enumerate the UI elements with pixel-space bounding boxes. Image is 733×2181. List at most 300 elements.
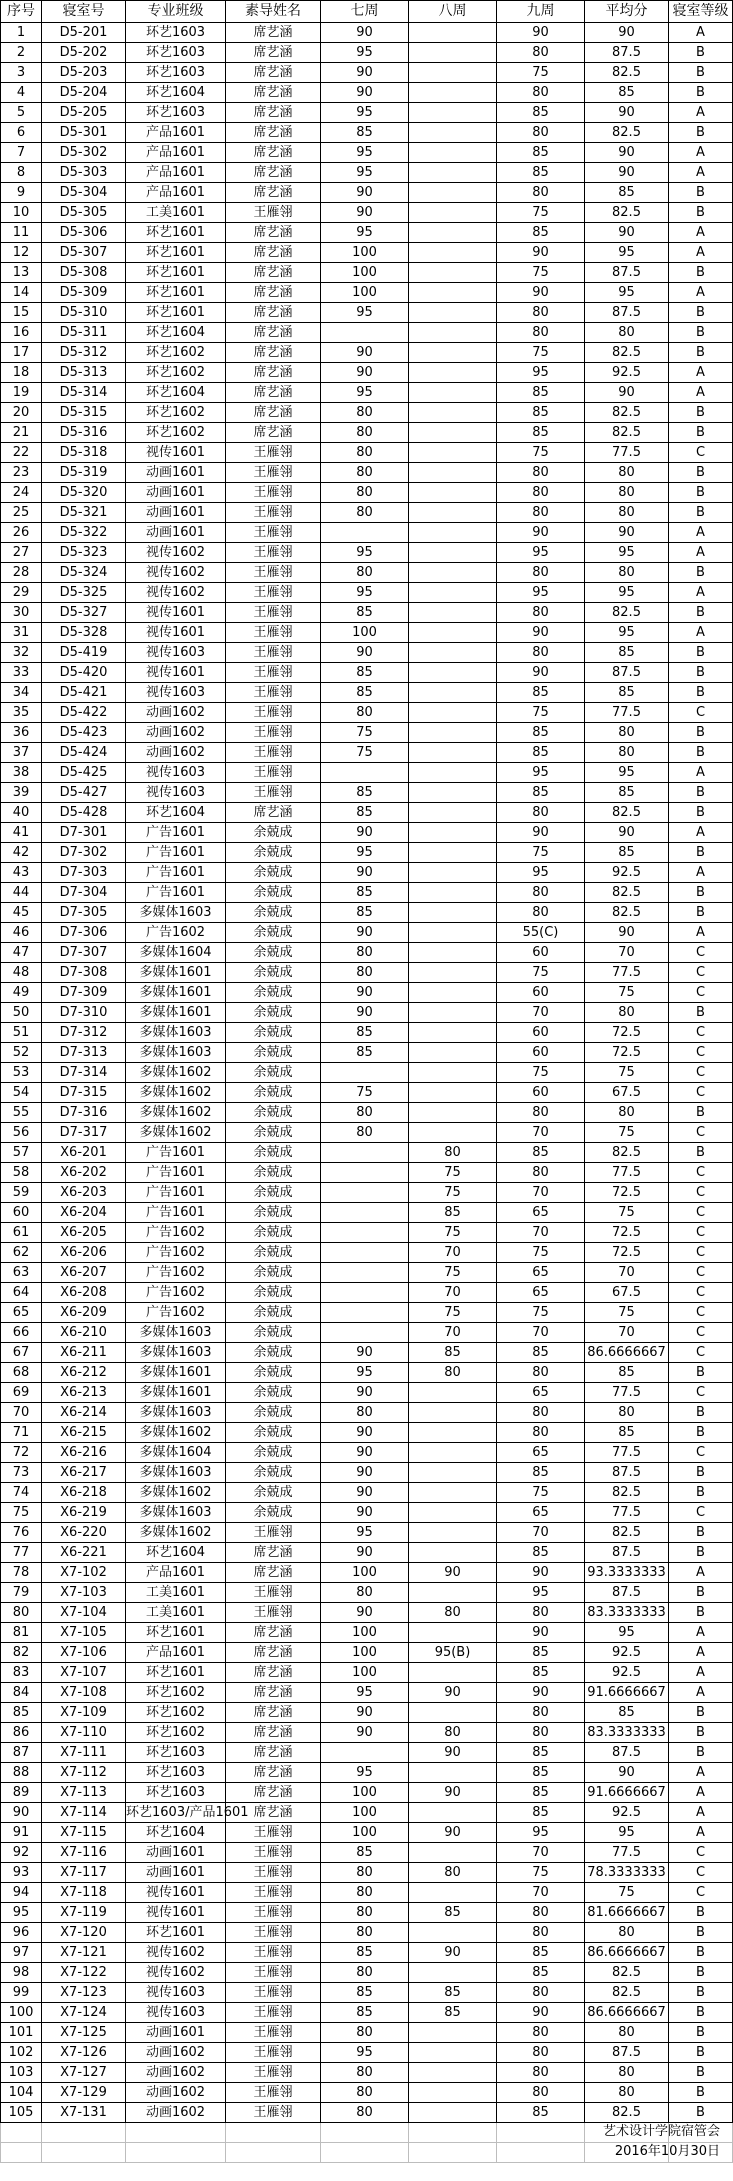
cell-class: 广告1601	[126, 883, 226, 903]
cell-average: 72.5	[585, 1243, 669, 1263]
cell-week8	[409, 1023, 497, 1043]
table-row	[1, 403, 733, 423]
cell-class: 动画1601	[126, 503, 226, 523]
cell-week9: 65	[497, 1503, 585, 1523]
cell-average: 75	[585, 1303, 669, 1323]
header-cell-week9: 九周	[497, 1, 585, 23]
cell-grade: B	[669, 1543, 733, 1563]
cell-mentor: 席艺涵	[226, 1683, 321, 1703]
empty-cell	[126, 2123, 226, 2143]
table-row	[1, 1843, 733, 1863]
footer-organization: 艺术设计学院宿管会	[602, 2124, 720, 2139]
cell-grade: A	[669, 823, 733, 843]
cell-grade: C	[669, 983, 733, 1003]
cell-week8: 95(B)	[409, 1643, 497, 1663]
cell-average: 82.5	[585, 2103, 669, 2123]
cell-mentor: 余兢成	[226, 1243, 321, 1263]
cell-week9: 90	[497, 523, 585, 543]
cell-week8: 75	[409, 1183, 497, 1203]
cell-week8	[409, 963, 497, 983]
cell-week9: 80	[497, 503, 585, 523]
table-row	[1, 123, 733, 143]
cell-week7: 95	[321, 163, 409, 183]
cell-week8	[409, 623, 497, 643]
cell-average: 72.5	[585, 1043, 669, 1063]
cell-mentor: 王雁翎	[226, 2043, 321, 2063]
cell-week9: 60	[497, 1023, 585, 1043]
cell-average: 70	[585, 943, 669, 963]
cell-index: 99	[1, 1983, 42, 2003]
table-row	[1, 263, 733, 283]
cell-week8	[409, 1883, 497, 1903]
cell-average: 75	[585, 1203, 669, 1223]
cell-index: 7	[1, 143, 42, 163]
cell-grade: A	[669, 1783, 733, 1803]
empty-cell	[42, 2143, 126, 2163]
cell-week8: 80	[409, 1603, 497, 1623]
cell-room: X7-104	[42, 1603, 126, 1623]
cell-index: 60	[1, 1203, 42, 1223]
cell-week9: 80	[497, 883, 585, 903]
cell-class: 广告1601	[126, 823, 226, 843]
cell-week8	[409, 2083, 497, 2103]
cell-week8	[409, 2063, 497, 2083]
cell-week9: 80	[497, 1403, 585, 1423]
table-row	[1, 1523, 733, 1543]
cell-week8: 75	[409, 1263, 497, 1283]
cell-average: 87.5	[585, 1583, 669, 1603]
cell-average: 75	[585, 1123, 669, 1143]
cell-mentor: 席艺涵	[226, 1643, 321, 1663]
cell-average: 90	[585, 923, 669, 943]
table-row	[1, 1783, 733, 1803]
cell-grade: B	[669, 743, 733, 763]
cell-class: 环艺1602	[126, 403, 226, 423]
cell-average: 90	[585, 23, 669, 43]
cell-room: X7-109	[42, 1703, 126, 1723]
cell-mentor: 席艺涵	[226, 343, 321, 363]
cell-week9: 75	[497, 443, 585, 463]
cell-average: 77.5	[585, 703, 669, 723]
cell-week8	[409, 743, 497, 763]
cell-average: 85	[585, 643, 669, 663]
cell-week9: 85	[497, 223, 585, 243]
cell-mentor: 席艺涵	[226, 163, 321, 183]
table-row	[1, 843, 733, 863]
cell-index: 69	[1, 1383, 42, 1403]
cell-grade: A	[669, 863, 733, 883]
cell-week8	[409, 1423, 497, 1443]
cell-week7: 90	[321, 63, 409, 83]
cell-mentor: 余兢成	[226, 883, 321, 903]
cell-class: 动画1602	[126, 2043, 226, 2063]
cell-class: 环艺1601	[126, 283, 226, 303]
cell-week7: 80	[321, 463, 409, 483]
cell-week7: 90	[321, 1723, 409, 1743]
cell-average: 72.5	[585, 1223, 669, 1243]
cell-average: 82.5	[585, 803, 669, 823]
cell-index: 71	[1, 1423, 42, 1443]
table-row	[1, 1163, 733, 1183]
cell-index: 16	[1, 323, 42, 343]
table-row	[1, 1063, 733, 1083]
cell-week7: 85	[321, 603, 409, 623]
cell-average: 90	[585, 823, 669, 843]
cell-index: 88	[1, 1763, 42, 1783]
cell-grade: A	[669, 1763, 733, 1783]
cell-mentor: 余兢成	[226, 1383, 321, 1403]
cell-week9: 75	[497, 1063, 585, 1083]
header-cell-room: 寝室号	[42, 1, 126, 23]
cell-week9: 70	[497, 1003, 585, 1023]
cell-index: 35	[1, 703, 42, 723]
table-row	[1, 183, 733, 203]
cell-index: 73	[1, 1463, 42, 1483]
cell-week8	[409, 643, 497, 663]
cell-week7: 85	[321, 663, 409, 683]
cell-week8	[409, 383, 497, 403]
cell-week9: 80	[497, 563, 585, 583]
cell-week8: 75	[409, 1223, 497, 1243]
cell-room: D5-428	[42, 803, 126, 823]
cell-mentor: 王雁翎	[226, 523, 321, 543]
table-row	[1, 863, 733, 883]
table-row	[1, 223, 733, 243]
cell-week8	[409, 823, 497, 843]
cell-index: 47	[1, 943, 42, 963]
cell-index: 24	[1, 483, 42, 503]
cell-week9: 85	[497, 143, 585, 163]
cell-room: D7-307	[42, 943, 126, 963]
cell-week9: 85	[497, 743, 585, 763]
cell-week7: 90	[321, 1463, 409, 1483]
cell-mentor: 王雁翎	[226, 1883, 321, 1903]
cell-room: X6-209	[42, 1303, 126, 1323]
cell-grade: B	[669, 123, 733, 143]
cell-mentor: 王雁翎	[226, 663, 321, 683]
empty-cell	[42, 2123, 126, 2143]
cell-week9: 70	[497, 1323, 585, 1343]
cell-week9: 80	[497, 1723, 585, 1743]
cell-mentor: 王雁翎	[226, 743, 321, 763]
cell-week9: 95	[497, 583, 585, 603]
cell-grade: A	[669, 1643, 733, 1663]
cell-grade: C	[669, 1083, 733, 1103]
table-row	[1, 483, 733, 503]
cell-room: D7-302	[42, 843, 126, 863]
cell-index: 105	[1, 2103, 42, 2123]
footer-date: 2016年10月30日	[614, 2144, 720, 2159]
cell-week9: 90	[497, 1683, 585, 1703]
cell-mentor: 余兢成	[226, 1423, 321, 1443]
cell-index: 82	[1, 1643, 42, 1663]
cell-index: 104	[1, 2083, 42, 2103]
cell-mentor: 王雁翎	[226, 543, 321, 563]
cell-class: 广告1601	[126, 843, 226, 863]
cell-mentor: 席艺涵	[226, 183, 321, 203]
table-row	[1, 1143, 733, 1163]
cell-average: 70	[585, 1323, 669, 1343]
cell-average: 77.5	[585, 1443, 669, 1463]
cell-average: 80	[585, 2083, 669, 2103]
cell-week9: 65	[497, 1443, 585, 1463]
cell-week7: 80	[321, 1963, 409, 1983]
cell-grade: B	[669, 2063, 733, 2083]
cell-average: 87.5	[585, 263, 669, 283]
cell-grade: B	[669, 203, 733, 223]
table-row	[1, 583, 733, 603]
cell-week7	[321, 1163, 409, 1183]
cell-room: X6-213	[42, 1383, 126, 1403]
cell-class: 视传1602	[126, 543, 226, 563]
cell-index: 22	[1, 443, 42, 463]
empty-cell	[497, 2143, 585, 2163]
cell-room: D5-308	[42, 263, 126, 283]
cell-mentor: 席艺涵	[226, 303, 321, 323]
cell-week7: 95	[321, 1683, 409, 1703]
cell-week7: 80	[321, 403, 409, 423]
cell-week9: 70	[497, 1843, 585, 1863]
cell-mentor: 王雁翎	[226, 1963, 321, 1983]
cell-index: 51	[1, 1023, 42, 1043]
cell-room: D5-327	[42, 603, 126, 623]
cell-index: 49	[1, 983, 42, 1003]
cell-week9: 60	[497, 1043, 585, 1063]
cell-mentor: 王雁翎	[226, 583, 321, 603]
table-row	[1, 1443, 733, 1463]
cell-week9: 75	[497, 1863, 585, 1883]
cell-room: D5-424	[42, 743, 126, 763]
cell-mentor: 王雁翎	[226, 2083, 321, 2103]
cell-mentor: 席艺涵	[226, 143, 321, 163]
cell-week9: 85	[497, 383, 585, 403]
cell-class: 多媒体1602	[126, 1063, 226, 1083]
cell-class: 多媒体1602	[126, 1423, 226, 1443]
cell-grade: C	[669, 1383, 733, 1403]
cell-average: 91.6666667	[585, 1683, 669, 1703]
cell-grade: C	[669, 1223, 733, 1243]
cell-mentor: 余兢成	[226, 1343, 321, 1363]
cell-mentor: 王雁翎	[226, 1603, 321, 1623]
table-row	[1, 1423, 733, 1443]
cell-week7	[321, 1223, 409, 1243]
cell-week7: 80	[321, 2023, 409, 2043]
cell-index: 56	[1, 1123, 42, 1143]
cell-week8: 85	[409, 1903, 497, 1923]
table-row	[1, 1903, 733, 1923]
cell-mentor: 席艺涵	[226, 403, 321, 423]
cell-room: D7-316	[42, 1103, 126, 1123]
cell-week7: 90	[321, 643, 409, 663]
cell-class: 环艺1603	[126, 103, 226, 123]
cell-week9: 70	[497, 1123, 585, 1143]
cell-room: D5-313	[42, 363, 126, 383]
table-row	[1, 1463, 733, 1483]
cell-grade: B	[669, 663, 733, 683]
table-row	[1, 143, 733, 163]
cell-week7: 90	[321, 1003, 409, 1023]
cell-grade: B	[669, 903, 733, 923]
cell-index: 67	[1, 1343, 42, 1363]
cell-grade: B	[669, 1423, 733, 1443]
cell-week9: 80	[497, 1423, 585, 1443]
table-row	[1, 1883, 733, 1903]
table-row	[1, 2003, 733, 2023]
cell-index: 3	[1, 63, 42, 83]
cell-week7: 80	[321, 1923, 409, 1943]
cell-grade: C	[669, 1323, 733, 1343]
table-row	[1, 363, 733, 383]
cell-mentor: 席艺涵	[226, 1803, 321, 1823]
cell-week8	[409, 943, 497, 963]
table-row	[1, 1243, 733, 1263]
cell-mentor: 席艺涵	[226, 803, 321, 823]
cell-week8	[409, 503, 497, 523]
cell-grade: C	[669, 1163, 733, 1183]
cell-class: 动画1602	[126, 2083, 226, 2103]
cell-mentor: 王雁翎	[226, 1843, 321, 1863]
cell-mentor: 余兢成	[226, 903, 321, 923]
cell-week7: 100	[321, 263, 409, 283]
cell-week8	[409, 783, 497, 803]
cell-week8	[409, 1963, 497, 1983]
cell-mentor: 王雁翎	[226, 563, 321, 583]
cell-grade: B	[669, 803, 733, 823]
cell-grade: B	[669, 883, 733, 903]
cell-class: 广告1601	[126, 863, 226, 883]
cell-class: 环艺1602	[126, 423, 226, 443]
cell-week8	[409, 1463, 497, 1483]
cell-average: 75	[585, 1883, 669, 1903]
cell-grade: B	[669, 183, 733, 203]
cell-class: 视传1601	[126, 623, 226, 643]
cell-index: 85	[1, 1703, 42, 1723]
cell-grade: B	[669, 423, 733, 443]
cell-grade: A	[669, 363, 733, 383]
cell-week9: 90	[497, 663, 585, 683]
table-row	[1, 643, 733, 663]
empty-cell	[1, 2143, 42, 2163]
cell-room: D5-301	[42, 123, 126, 143]
cell-index: 92	[1, 1843, 42, 1863]
cell-week7	[321, 523, 409, 543]
cell-week9: 80	[497, 1983, 585, 2003]
cell-week8	[409, 563, 497, 583]
cell-average: 85	[585, 1363, 669, 1383]
table-row	[1, 883, 733, 903]
cell-grade: A	[669, 543, 733, 563]
cell-week8: 85	[409, 1983, 497, 2003]
cell-week7: 95	[321, 303, 409, 323]
cell-average: 72.5	[585, 1183, 669, 1203]
cell-week8: 90	[409, 1943, 497, 1963]
table-row	[1, 723, 733, 743]
cell-average: 90	[585, 143, 669, 163]
cell-room: X6-219	[42, 1503, 126, 1523]
cell-class: 环艺1604	[126, 323, 226, 343]
cell-class: 环艺1604	[126, 1823, 226, 1843]
cell-week9: 85	[497, 723, 585, 743]
cell-average: 92.5	[585, 863, 669, 883]
cell-average: 85	[585, 683, 669, 703]
cell-mentor: 王雁翎	[226, 1983, 321, 2003]
cell-room: X7-120	[42, 1923, 126, 1943]
table-row	[1, 43, 733, 63]
cell-week9: 70	[497, 1183, 585, 1203]
cell-class: 动画1601	[126, 463, 226, 483]
cell-week8	[409, 983, 497, 1003]
table-row	[1, 623, 733, 643]
table-row	[1, 1643, 733, 1663]
cell-grade: A	[669, 243, 733, 263]
cell-average: 82.5	[585, 883, 669, 903]
cell-week7	[321, 1743, 409, 1763]
cell-mentor: 席艺涵	[226, 243, 321, 263]
cell-class: 动画1602	[126, 723, 226, 743]
cell-mentor: 席艺涵	[226, 383, 321, 403]
cell-room: D5-315	[42, 403, 126, 423]
cell-room: D5-421	[42, 683, 126, 703]
cell-week9: 80	[497, 83, 585, 103]
cell-week7: 95	[321, 543, 409, 563]
cell-room: X7-121	[42, 1943, 126, 1963]
cell-class: 工美1601	[126, 203, 226, 223]
cell-week7: 95	[321, 583, 409, 603]
table-row	[1, 563, 733, 583]
cell-week9: 80	[497, 603, 585, 623]
cell-mentor: 余兢成	[226, 1283, 321, 1303]
cell-week7: 95	[321, 143, 409, 163]
cell-class: 动画1601	[126, 2023, 226, 2043]
cell-index: 63	[1, 1263, 42, 1283]
cell-average: 90	[585, 1763, 669, 1783]
cell-index: 10	[1, 203, 42, 223]
cell-room: X6-218	[42, 1483, 126, 1503]
table-row	[1, 1223, 733, 1243]
cell-average: 86.6666667	[585, 1343, 669, 1363]
cell-index: 11	[1, 223, 42, 243]
cell-week9: 80	[497, 2023, 585, 2043]
cell-week8	[409, 923, 497, 943]
cell-week9: 80	[497, 183, 585, 203]
cell-grade: A	[669, 143, 733, 163]
cell-average: 80	[585, 1003, 669, 1023]
cell-average: 85	[585, 183, 669, 203]
cell-mentor: 王雁翎	[226, 1923, 321, 1943]
cell-mentor: 王雁翎	[226, 503, 321, 523]
cell-room: D7-317	[42, 1123, 126, 1143]
cell-mentor: 王雁翎	[226, 603, 321, 623]
cell-class: 动画1601	[126, 1863, 226, 1883]
cell-average: 92.5	[585, 363, 669, 383]
cell-week8	[409, 2023, 497, 2043]
cell-class: 环艺1602	[126, 343, 226, 363]
cell-mentor: 余兢成	[226, 1403, 321, 1423]
cell-week8	[409, 363, 497, 383]
cell-class: 多媒体1603	[126, 1343, 226, 1363]
cell-mentor: 余兢成	[226, 1323, 321, 1343]
cell-week7: 90	[321, 1443, 409, 1463]
cell-week8	[409, 423, 497, 443]
cell-average: 85	[585, 1703, 669, 1723]
cell-room: X6-203	[42, 1183, 126, 1203]
cell-average: 90	[585, 223, 669, 243]
cell-grade: A	[669, 383, 733, 403]
cell-week7: 95	[321, 223, 409, 243]
table-row	[1, 1363, 733, 1383]
cell-class: 视传1601	[126, 443, 226, 463]
cell-index: 80	[1, 1603, 42, 1623]
